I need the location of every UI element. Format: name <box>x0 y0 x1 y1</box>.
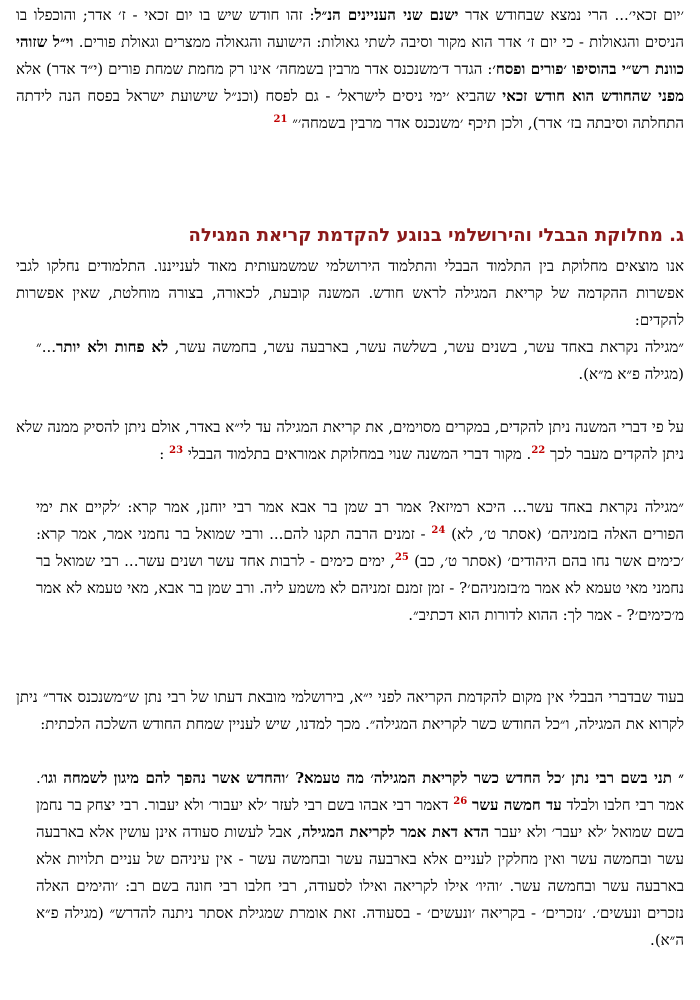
footnote-ref-24[interactable]: 24 <box>431 525 446 536</box>
paragraph-1-text: אנו מוצאים מחלוקת בין התלמוד הבבלי והתלמוד הירושלמי שמשמעותית מאוד לענייננו. התלמודים נחלקו לגבי אפשרות ההקדמה של קריאת המגילה לראש חודש. המשנה קובעת, לכאורה, בצורה מוחלטת, שאין אפשרות להקדים: <box>16 257 684 329</box>
bavli-quote <box>36 494 684 629</box>
intro-bold-1: ישנם שני העניינים הנ״ל <box>314 6 459 24</box>
bavli-quote-text-3: , ימים כימים - לרבות אחד עשר ושנים עשר... רבי שמואל בר נחמני מאי טעמא לא אמר מ׳בזמניהם׳? - זמן זמנם זמניהם לא משמע ליה. ורב שמן בר אבא, מאי טעמא לא אמר מ׳כימים׳? - אמר לך: ההוא לדורות הוא דכתיב״. <box>36 552 684 624</box>
footnote-ref-22[interactable]: 22 <box>531 445 546 456</box>
mishna-quote <box>36 334 684 388</box>
intro-bold-2: וי״ל שזוהי כוונת רש״י בהוסיפו ׳פורים ופסח׳ <box>16 33 685 78</box>
section-heading: ג. מחלוקת הבבלי והירושלמי בנוגע להקדמת קריאת המגילה <box>188 225 684 246</box>
paragraph-2-text: על פי דברי המשנה ניתן להקדים, במקרים מסוימים, את קריאת המגילה עד לי״א באדר, אולם ניתן להסיק ממנה שלא ניתן להקדים מעבר לכך <box>16 418 684 463</box>
intro-bold-3: מפני שהחודש הוא חודש זכאי <box>502 87 684 105</box>
yerushalmi-quote-bold-2: עד חמשה עשר <box>472 796 562 814</box>
paragraph-2-colon: : <box>159 445 165 463</box>
intro-paragraph <box>16 2 684 137</box>
footnote-ref-25[interactable]: 25 <box>394 552 409 563</box>
yerushalmi-quote <box>36 765 684 954</box>
mishna-quote-text: ״מגילה נקראת באחד עשר, בשנים עשר, בשלשה עשר, בארבעה עשר, בחמשה עשר, <box>168 338 685 356</box>
paragraph-2-text-2: . מקור דברי המשנה שנוי במחלוקת אמוראים בתלמוד הבבלי <box>187 445 532 463</box>
bavli-quote-text-1: ״מגילה נקראת באחד עשר... היכא רמיזא? אמר רב שמן בר אבא אמר רבי יוחנן, אמר קרא: ׳לקיים את ימי הפורים האלה בזמניהם׳ (אסתר ט׳, לא) <box>36 498 684 543</box>
paragraph-2 <box>16 414 684 468</box>
footnote-ref-26[interactable]: 26 <box>453 796 468 807</box>
yerushalmi-quote-bold-1: ״ תני בשם רבי נתן ׳כל החדש כשר לקריאת המגילה׳ מה טעמא? ׳והחדש אשר נהפך להם מיגון לשמחה וגו׳ <box>40 769 684 787</box>
bavli-quote-text-2: - זמנים הרבה תקנו להם... ורבי שמואל בר נחמני אמר, אמר קרא: ׳כימים אשר נחו בהם היהודים׳ (אסתר ט׳, כב) <box>36 525 684 570</box>
intro-text-3: : הגדר ד׳משנכנס אדר מרבין בשמחה׳ אינו רק מחמת שמחת פורים (י״ד אדר) אלא <box>16 60 493 78</box>
yerushalmi-quote-text-2: דאמר רבי אבהו בשם רבי לעזר ׳לא יעבור׳ ולא יעבור. רבי יצחק בר נחמן בשם שמואל ׳לא יעבר׳ ולא יעבר <box>36 796 685 841</box>
paragraph-3 <box>16 684 684 738</box>
yerushalmi-quote-text-1: . אמר רבי חלבו ולבלד <box>36 769 684 814</box>
paragraph-3-text: בעוד שבדברי הבבלי אין מקום להקדמת הקריאה לפני י״א, בירושלמי מובאת דעתו של רבי נתן ש״משנכנס אדר״ ניתן לקרוא את המגילה, ו״כל החודש כשר לקריאת המגילה״. מכך למדנו, שיש לעניין שמחת החודש השלכה הלכתית: <box>16 688 684 733</box>
yerushalmi-quote-text-3: , אבל לעשות סעודה אינן עושין אלא בארבעה עשר ובחמשה עשר ואין מחלקין לעניים אלא בארבעה עשר ובחמשה עשר - אין עיניהם של עניים תלויות אלא בארבעה עשר ובחמשה עשר. ׳והיו׳ אילו לקריאה ואילו לסעודה, רבי חלבו רבי חונה בשם רב: ׳והימים האלה נזכרים ונעשים׳. ׳נזכרים׳ - בקריאה ׳ונעשים׳ - בסעודה. זאת אומרת שמגילת אסתר ניתנה להדרש״ (מגילה פ״א ה״א). <box>36 823 684 949</box>
footnote-ref-21[interactable]: 21 <box>273 114 288 125</box>
intro-text-1: ׳יום זכאי׳... הרי נמצא שבחודש אדר <box>458 6 684 24</box>
yerushalmi-quote-bold-3: הדא דאת אמר לקריאת המגילה <box>301 823 490 841</box>
footnote-ref-23[interactable]: 23 <box>169 445 184 456</box>
mishna-quote-source: ...״ (מגילה פ״א מ״א). <box>36 338 684 383</box>
intro-text-4: שהביא ׳ימי ניסים לישראל׳ - גם לפסח (וכנ״ל שישועת ישראל בפסח הנה לידתה התחלתה וסיבתה בז׳ אדר), ולכן תיכף ׳משנכנס אדר מרבין בשמחה׳״ <box>16 87 684 132</box>
mishna-quote-bold: לא פחות ולא יותר <box>56 338 169 356</box>
paragraph-1 <box>16 253 684 334</box>
intro-text-2: : זהו חודש שיש בו יום זכאי - ז׳ אדר; והוכפלו בו הניסים והגאולות - כי יום ז׳ אדר הוא מקור וסיבה לשתי גאולות: הישועה והגאולה ממצרים וגאולת פורים. <box>16 6 684 51</box>
